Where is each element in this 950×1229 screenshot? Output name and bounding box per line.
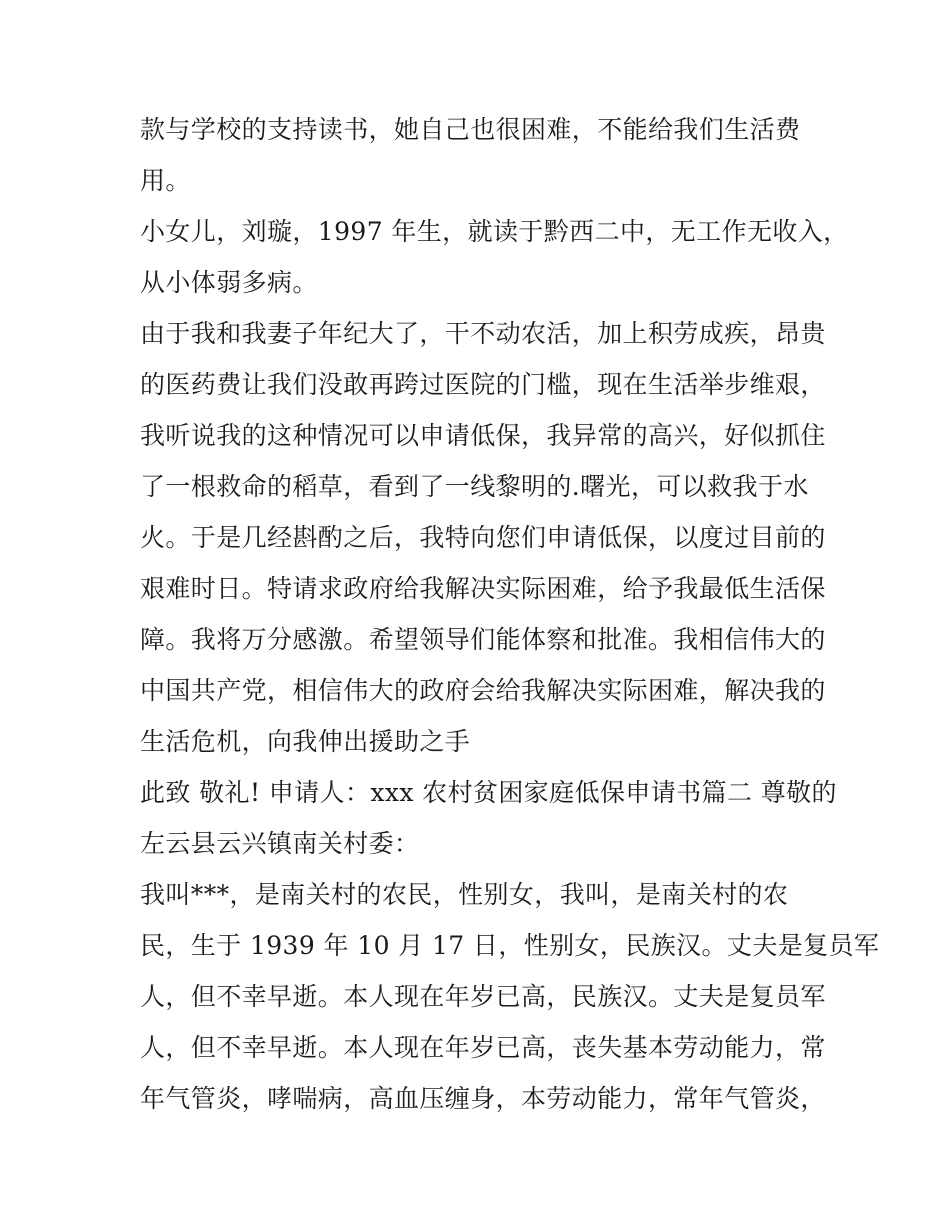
text-line: 年气管炎，哮喘病，高血压缠身，本劳动能力，常年气管炎， (140, 1084, 826, 1113)
text-line: 人，但不幸早逝。本人现在年岁已高，民族汉。丈夫是复员军 (140, 982, 826, 1011)
text-line: 了一根救命的稻草，看到了一线黎明的.曙光，可以救我于水 (140, 472, 809, 501)
text-line: 我叫***，是南关村的农民，性别女，我叫，是南关村的农 (140, 880, 789, 909)
text-line: 用。 (140, 166, 191, 195)
text-line: 中国共产党，相信伟大的政府会给我解决实际困难，解决我的 (140, 676, 826, 705)
text-line: 障。我将万分感激。希望领导们能体察和批准。我相信伟大的 (140, 625, 826, 654)
text-line: 从小体弱多病。 (140, 268, 318, 297)
text-line: 左云县云兴镇南关村委： (140, 829, 420, 858)
text-line: 的医药费让我们没敢再跨过医院的门槛，现在生活举步维艰， (140, 370, 826, 399)
body-text (140, 104, 880, 1124)
text-line: 生活危机，向我伸出援助之手 (140, 727, 471, 756)
text-line: 我听说我的这种情况可以申请低保，我异常的高兴，好似抓住 (140, 421, 826, 450)
text-line: 此致 敬礼! 申请人：xxx 农村贫困家庭低保申请书篇二 尊敬的 (140, 778, 837, 807)
text-line: 火。于是几经斟酌之后，我特向您们申请低保，以度过目前的 (140, 523, 826, 552)
text-line: 小女儿，刘璇，1997 年生，就读于黔西二中，无工作无收入， (140, 217, 849, 246)
text-line: 款与学校的支持读书，她自己也很困难，不能给我们生活费 (140, 115, 801, 144)
text-line: 由于我和我妻子年纪大了，干不动农活，加上积劳成疾，昂贵 (140, 319, 826, 348)
text-line: 艰难时日。特请求政府给我解决实际困难，给予我最低生活保 (140, 574, 826, 603)
text-line: 民，生于 1939 年 10 月 17 日，性别女，民族汉。丈夫是复员军 (140, 931, 880, 960)
text-line: 人，但不幸早逝。本人现在年岁已高，丧失基本劳动能力，常 (140, 1033, 826, 1062)
